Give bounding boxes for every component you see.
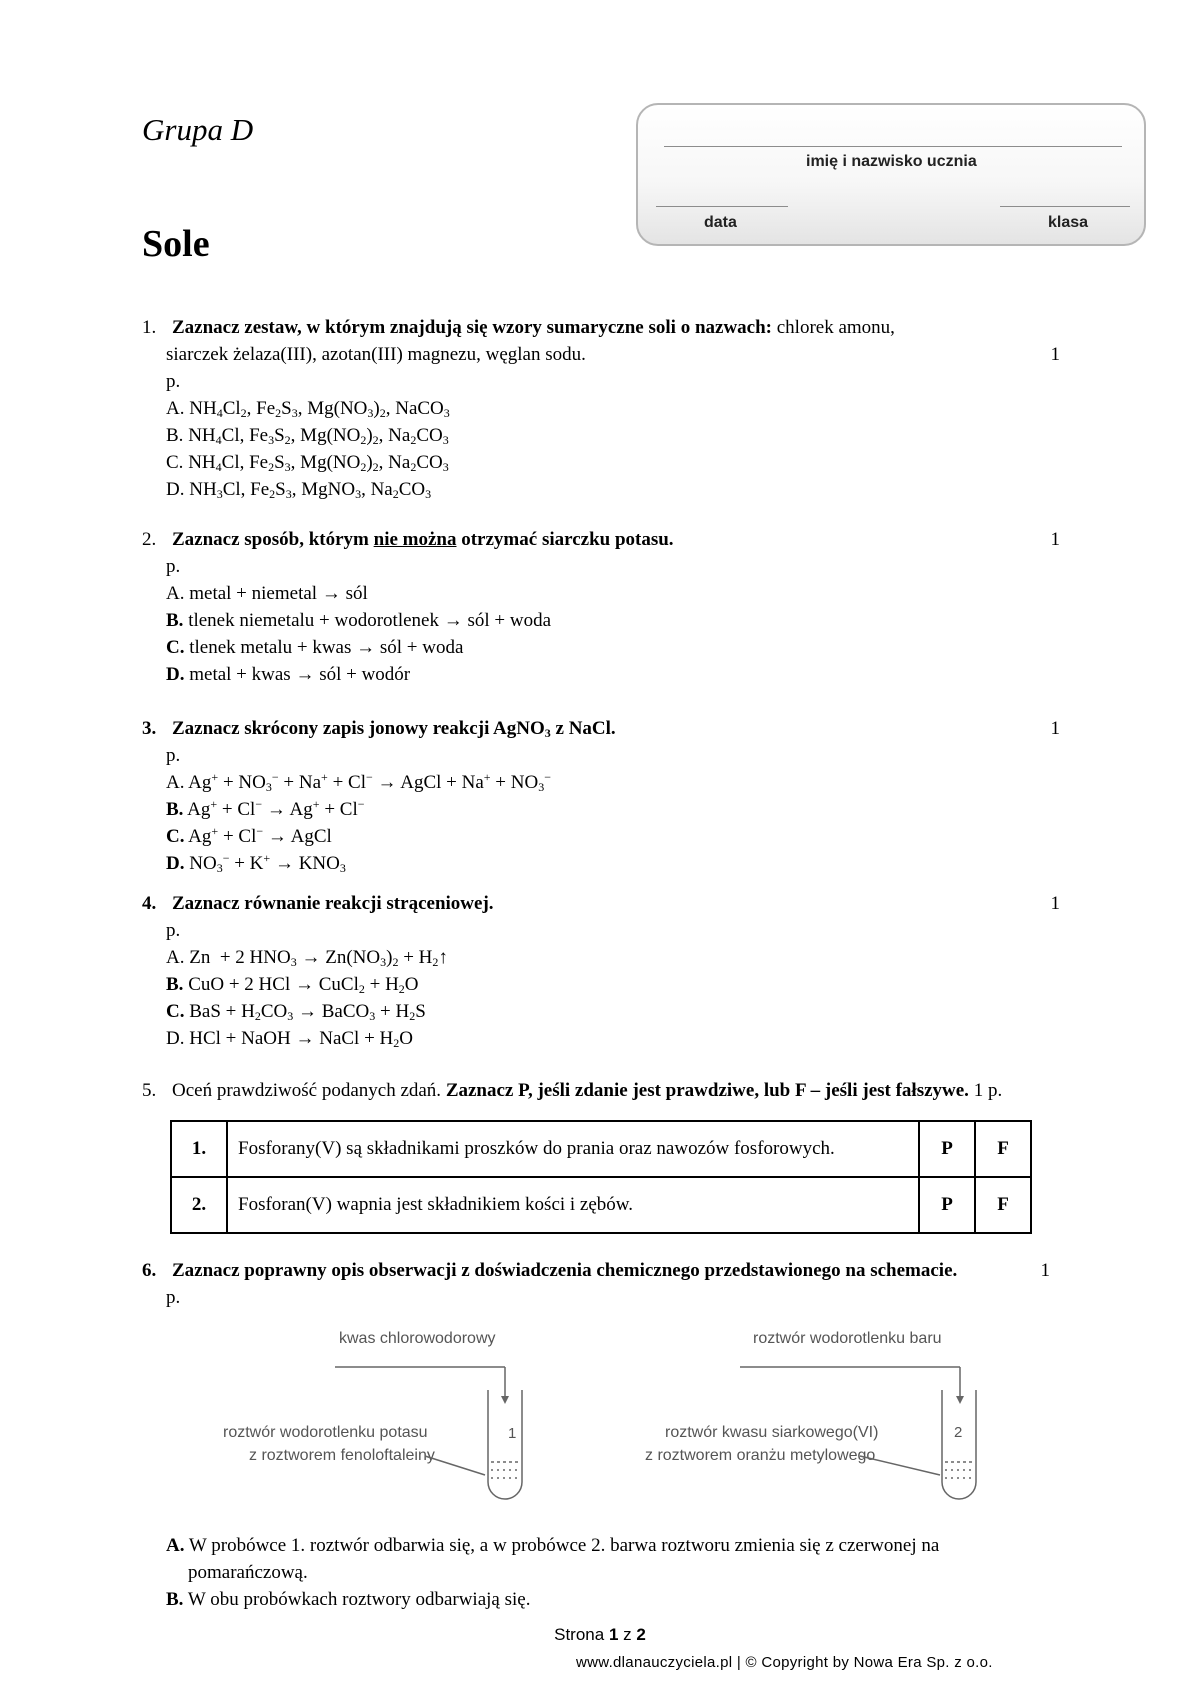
false-option[interactable]: F bbox=[975, 1177, 1031, 1233]
true-option[interactable]: P bbox=[919, 1177, 975, 1233]
true-false-table bbox=[170, 1120, 1032, 1234]
option-c[interactable]: C. BaS + $H_2CO_3$ → BaCO$_3$ + $H_2S$ bbox=[166, 1001, 426, 1023]
question-points: 1 p. bbox=[973, 1080, 1003, 1101]
class-line bbox=[1000, 206, 1130, 207]
experiment-diagram bbox=[215, 1330, 1015, 1510]
question-1 bbox=[142, 314, 1060, 503]
question-number: 3. bbox=[142, 718, 157, 739]
table-row bbox=[171, 1121, 1031, 1177]
question-number: 6. bbox=[142, 1260, 157, 1281]
test-tubes-drawing bbox=[215, 1330, 1015, 1510]
points-unit: p. bbox=[166, 745, 181, 766]
tube-2-label: 2 bbox=[954, 1424, 963, 1441]
diagram-label-reagent-2: roztwór wodorotlenku baru bbox=[753, 1330, 942, 1347]
statement-text: Fosforan(V) wapnia jest składnikiem kości i zębów. bbox=[227, 1177, 919, 1233]
copyright: www.dlanauczyciela.pl | © Copyright by Nowa Era Sp. z o.o. bbox=[576, 1654, 993, 1671]
question-points: 1 bbox=[1050, 344, 1060, 365]
option-c[interactable]: C. $NH_4Cl$, $Fe_2S_3$, $Mg(NO_2)_2$, $Na_2CO_3$ bbox=[166, 452, 449, 474]
option-d[interactable]: D. $NO_3^- + K^+ \to KNO_3$ bbox=[166, 851, 346, 875]
diagram-label-indicator-1: z roztworem fenoloftaleiny bbox=[249, 1447, 435, 1464]
question-number: 5. bbox=[142, 1080, 157, 1101]
date-line bbox=[656, 206, 788, 207]
group-label: Grupa D bbox=[142, 112, 254, 147]
class-label: klasa bbox=[1048, 214, 1089, 231]
question-prompt: Oceń prawdziwość podanych zdań. bbox=[172, 1080, 442, 1101]
question-prompt: Zaznacz zestaw, w którym znajdują się wzory sumaryczne soli o nazwach: bbox=[172, 317, 772, 338]
question-3: 3. Zaznacz skrócony zapis jonowy reakcji AgNO$_3$ z NaCl. 1 p. A. $Ag^+ + NO_3^- + Na^+ + Cl^-$ → AgCl + $Na^+ + NO_3^-$ B. Ag+ + Cl− → Ag+ + Cl− C. Ag+ + Cl− → AgCl D. $NO_3^- + K^+ \to KNO_3$ bbox=[142, 715, 1060, 877]
diagram-label-reagent-1: kwas chlorowodorowy bbox=[339, 1330, 496, 1347]
page-number: Strona 1 z 2 bbox=[554, 1625, 646, 1644]
diagram-label-indicator-2: z roztworem oranżu metylowego bbox=[645, 1447, 876, 1464]
option-b[interactable]: B. Ag+ + Cl− → Ag+ + Cl− bbox=[166, 797, 365, 820]
option-c[interactable]: C. Ag+ + Cl− → AgCl bbox=[166, 824, 332, 847]
question-points: 1 bbox=[1040, 1260, 1050, 1281]
option-c[interactable]: C. tlenek metalu + kwas → sól + woda bbox=[166, 637, 464, 658]
question-prompt-end: z NaCl. bbox=[555, 718, 616, 739]
test-tube-1 bbox=[335, 1367, 522, 1499]
page-title: Sole bbox=[142, 223, 210, 265]
points-unit: p. bbox=[166, 920, 181, 941]
option-b[interactable]: B. W obu probówkach roztwory odbarwiają się. bbox=[166, 1589, 531, 1610]
points-unit: p. bbox=[166, 1287, 181, 1308]
question-number: 1. bbox=[142, 317, 157, 338]
option-b[interactable]: B. tlenek niemetalu + wodorotlenek → sól + woda bbox=[166, 610, 552, 631]
question-number: 4. bbox=[142, 893, 157, 914]
question-emphasis: nie można bbox=[373, 529, 457, 550]
question-number: 2. bbox=[142, 529, 157, 550]
option-b[interactable]: B. $NH_4Cl$, $Fe_3S_2$, $Mg(NO_2)_2$, $Na_2CO_3$ bbox=[166, 425, 449, 447]
row-number: 1. bbox=[171, 1121, 227, 1177]
option-a[interactable]: A. metal + niemetal → sól bbox=[166, 583, 368, 604]
option-a[interactable]: A. $NH_4Cl_2$, $Fe_2S_3$, $Mg(NO_3)_2$, NaCO$_3$ bbox=[166, 398, 450, 420]
diagram-label-solution-1: roztwór wodorotlenku potasu bbox=[223, 1424, 428, 1441]
false-option[interactable]: F bbox=[975, 1121, 1031, 1177]
option-d[interactable]: D. HCl + NaOH → NaCl + $H_2O$ bbox=[166, 1028, 413, 1050]
student-info-box bbox=[636, 103, 1146, 246]
question-points: 1 bbox=[1050, 529, 1060, 550]
diagram-label-solution-2: roztwór kwasu siarkowego(VI) bbox=[665, 1424, 879, 1441]
tube-1-label: 1 bbox=[508, 1425, 517, 1442]
date-label: data bbox=[704, 214, 737, 231]
test-tube-2 bbox=[740, 1367, 976, 1499]
option-a[interactable]: A. Zn + 2 $HNO_3 \to Zn(NO_3)_2$ + $H_2↑$ bbox=[166, 947, 448, 969]
question-6 bbox=[142, 1257, 1060, 1311]
points-unit: p. bbox=[166, 371, 181, 392]
question-4 bbox=[142, 890, 1060, 1052]
question-prompt: Zaznacz równanie reakcji strąceniowej. bbox=[172, 893, 494, 914]
question-prompt: Zaznacz poprawny opis obserwacji z doświadczenia chemicznego przedstawionego na schemacie. bbox=[172, 1260, 958, 1281]
question-6-options bbox=[166, 1532, 1060, 1613]
question-points: 1 bbox=[1050, 893, 1060, 914]
name-label: imię i nazwisko ucznia bbox=[806, 153, 977, 170]
row-number: 2. bbox=[171, 1177, 227, 1233]
option-d[interactable]: D. metal + kwas → sól + wodór bbox=[166, 664, 411, 685]
table-row bbox=[171, 1177, 1031, 1233]
points-unit: p. bbox=[166, 556, 181, 577]
question-prompt-end: otrzymać siarczku potasu. bbox=[461, 529, 674, 550]
statement-text: Fosforany(V) są składnikami proszków do prania oraz nawozów fosforowych. bbox=[227, 1121, 919, 1177]
question-2 bbox=[142, 526, 1060, 688]
question-points: 1 bbox=[1050, 718, 1060, 739]
question-prompt: Zaznacz skrócony zapis jonowy reakcji AgNO bbox=[172, 718, 545, 739]
name-line bbox=[664, 146, 1122, 147]
question-prompt-rest: siarczek żelaza(III), azotan(III) magnezu, węglan sodu. bbox=[166, 344, 586, 365]
question-prompt-rest: chlorek amonu, bbox=[776, 317, 895, 338]
option-b[interactable]: B. CuO + 2 HCl → CuCl$_2$ + $H_2O$ bbox=[166, 974, 419, 996]
option-a[interactable]: A. $Ag^+ + NO_3^- + Na^+ + Cl^-$ → AgCl + $Na^+ + NO_3^-$ bbox=[166, 770, 551, 794]
true-option[interactable]: P bbox=[919, 1121, 975, 1177]
option-a[interactable]: A. W probówce 1. roztwór odbarwia się, a w probówce 2. barwa roztworu zmienia się z czerwonej na pomarańczową. bbox=[166, 1535, 940, 1583]
option-d[interactable]: D. $NH_3Cl$, $Fe_2S_3$, MgNO$_3$, $Na_2CO_3$ bbox=[166, 479, 432, 501]
question-instruction: Zaznacz P, jeśli zdanie jest prawdziwe, lub F – jeśli jest fałszywe. bbox=[445, 1080, 969, 1101]
question-prompt: Zaznacz sposób, którym bbox=[172, 529, 369, 550]
question-5 bbox=[142, 1077, 1060, 1104]
